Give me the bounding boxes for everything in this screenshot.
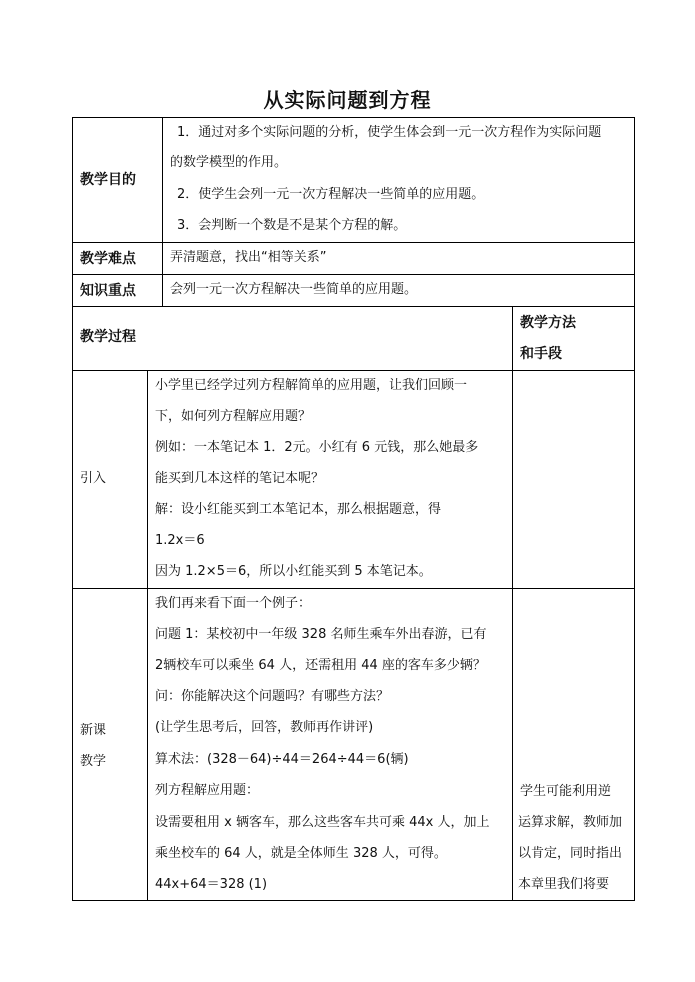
- new-lesson-label: 教学: [80, 754, 107, 769]
- new-lesson-line: 44x+64＝328 (1): [155, 877, 268, 892]
- method-note-line: 以肯定，同时指出: [518, 846, 623, 861]
- table-border-top: [72, 117, 635, 118]
- intro-line: 1.2x＝6: [155, 533, 205, 548]
- new-lesson-line: 列方程解应用题：: [155, 783, 260, 798]
- intro-line: 解：设小红能买到工本笔记本，那么根据题意，得: [155, 502, 442, 517]
- column-divider: [147, 370, 148, 901]
- process-label: 教学过程: [80, 329, 136, 345]
- new-lesson-line: 设需要租用 x 辆客车，那么这些客车共可乘 44x 人，加上: [155, 815, 490, 830]
- new-lesson-line: (让学生思考后，回答，教师再作讲评): [155, 720, 374, 735]
- page-title: 从实际问题到方程: [263, 88, 432, 112]
- new-lesson-label: 新课: [80, 723, 107, 738]
- keypoint-text: 会列一元一次方程解决一些简单的应用题。: [170, 282, 418, 297]
- difficulty-text: 弄清题意，找出“相等关系”: [170, 250, 327, 265]
- objectives-line: 1．通过对多个实际问题的分析，使学生体会到一元一次方程作为实际问题: [177, 125, 602, 140]
- new-lesson-line: 乘坐校车的 64 人，就是全体师生 328 人，可得。: [155, 846, 447, 861]
- intro-line: 小学里已经学过列方程解简单的应用题，让我们回顾一: [155, 378, 468, 393]
- objectives-line: 2．使学生会列一元一次方程解决一些简单的应用题。: [177, 187, 485, 202]
- objectives-line: 3．会判断一个数是不是某个方程的解。: [177, 218, 407, 233]
- table-border-right: [634, 117, 635, 901]
- row-divider: [72, 274, 635, 275]
- table-border-bottom: [72, 900, 635, 901]
- method-note-line: 运算求解，教师加: [518, 815, 623, 830]
- method-note-line: 本章里我们将要: [518, 877, 610, 892]
- objectives-line: 的数学模型的作用。: [170, 155, 288, 170]
- column-divider: [512, 306, 513, 901]
- table-border-left: [72, 117, 73, 901]
- row-divider: [72, 370, 635, 371]
- method-header: 教学方法: [520, 315, 576, 331]
- objectives-label: 教学目的: [80, 172, 136, 188]
- new-lesson-line: 2辆校车可以乘坐 64 人，还需租用 44 座的客车多少辆？: [155, 658, 486, 673]
- intro-label: 引入: [80, 471, 107, 486]
- difficulty-label: 教学难点: [80, 251, 136, 267]
- row-divider: [72, 242, 635, 243]
- new-lesson-line: 算术法：(328－64)÷44＝264÷44＝6(辆): [155, 752, 409, 767]
- intro-line: 下，如何列方程解应用题？: [155, 409, 312, 424]
- new-lesson-line: 问：你能解决这个问题吗？有哪些方法？: [155, 689, 390, 704]
- new-lesson-line: 我们再来看下面一个例子：: [155, 596, 312, 611]
- intro-line: 因为 1.2×5＝6，所以小红能买到 5 本笔记本。: [155, 564, 432, 579]
- intro-line: 例如：一本笔记本 1．2元。小红有 6 元钱，那么她最多: [155, 440, 479, 455]
- method-note-line: 学生可能利用逆: [520, 784, 612, 799]
- row-divider: [72, 588, 635, 589]
- keypoint-label: 知识重点: [80, 283, 136, 299]
- row-divider: [72, 306, 635, 307]
- new-lesson-line: 问题 1：某校初中一年级 328 名师生乘车外出春游，已有: [155, 627, 487, 642]
- intro-line: 能买到几本这样的笔记本呢？: [155, 471, 325, 486]
- column-divider: [162, 117, 163, 307]
- method-header: 和手段: [520, 346, 562, 362]
